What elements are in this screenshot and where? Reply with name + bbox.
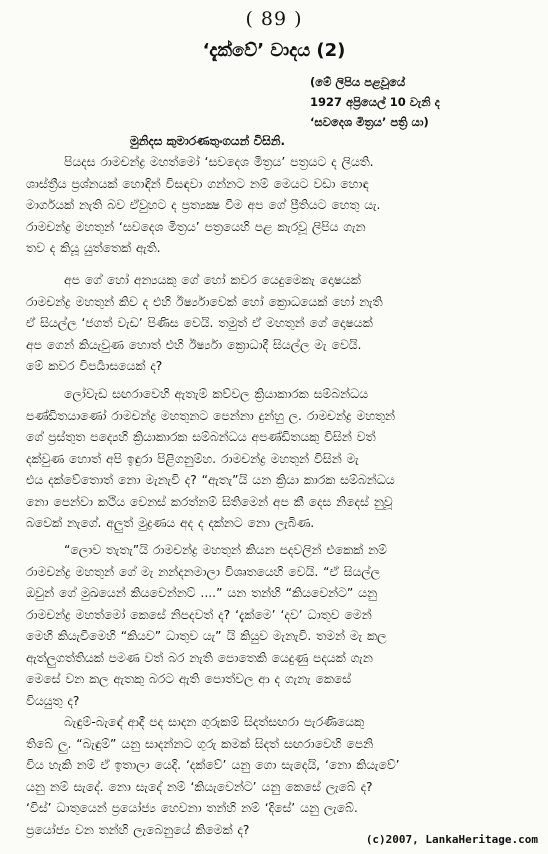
text-line: මේ කවර විපර්‍යාසයෙක් ද? [26, 359, 163, 373]
paragraph-5 [26, 712, 530, 841]
text-line: රාමචන්ද්‍ර මහත්මෝ කෙසේ නිපදවත් ද? ‘දැක්මෙ’ ‘දව’ ධාතුව මෙන් [26, 607, 372, 622]
text-line: බවෙක් නැගේ. අලුත් මුද්‍රණය අද ද දක්නට නො ලැබිණ. [26, 516, 315, 530]
article-title: ‘දැක්වේ’ වාදය (2) [202, 40, 346, 61]
text-line: යනු නම් සැදේ. නො සැදේ නම් ‘කියැවෙන්ට’ යනු කෙසේ ලැබේ ද? [26, 779, 373, 794]
text-line: “ලොව තැතැ”යි රාමචන්ද්‍ර මහතුන් කියන පදවලින් එකෙක් නම් [64, 543, 387, 557]
text-line: ශාස්ත්‍රීය ප්‍රශ්නයක් හොඳින් විසඳවා ගන්නට නම් මෙයට වඩා හොඳ [26, 176, 369, 191]
text-line: පණ්ඩිතයාණෝ රාමචන්ද්‍ර මහතුනට පෙන්නා දුන්හු ල. රාමචන්ද්‍ර මහතුන් [26, 408, 395, 423]
text-line: රාමචන්ද්‍ර මහතුන් ගේ මැ නන්දනමාලා විශ්‍රුතයෙහි වෙයි. “ඒ සියල්ල [26, 564, 381, 579]
paragraph-4 [26, 540, 530, 712]
paragraph-2 [26, 270, 530, 378]
text-line: බැඳුම්-බැඳේ ආදී පද සාදන ගුරුකම් සිදත්සඟරා පැරණියෙකු [64, 715, 365, 729]
text-line: මාර්ගයක් නැති බව ඒවුහට ද ප්‍රත්‍යක්‍ෂ වීම අප ගේ ප්‍රීතියට හෙතු යැ. [26, 198, 381, 212]
text-line: ප්‍රයෝජ්‍ය වන තන්හි ලැබෙනුයේ කිමෙක් ද? [26, 822, 250, 837]
text-line: නො පෙන්වා කථිය වෙනස් කරත්නම් සිතිමෙන් අප කී දෙස නිදෙස් නුවූ [26, 494, 393, 509]
text-line: ගේ ප්‍රස්තුත පද්‍යෙහි ක්‍රියාකාරක සම්බන්ධය අපණ්ඩිතයකු විසින් වත් [26, 430, 376, 444]
text-line: තිබේ ලු. “බැඳුම්” යනු සාදන්නට ගුරු කමක් සිදත් සඟරාවෙහි පෙනි [26, 736, 374, 751]
text-line: රාමචන්ද්‍ර මහතුන් කිව ද එහි ඊර්ෂ්‍යාවෙක් හෝ ක්‍රොධයෙක් හෝ නැති [26, 294, 383, 309]
text-line: රාමචන්ද්‍ර මහතුන් ‘සවදෙශ මිත්‍රය’ පත්‍රයෙහි පළ කැරවූ ලිපිය ගැන [26, 219, 366, 234]
text-line: ලෝවැඩ සඟරාවෙහි ඇතැම් කව්වල ක්‍රියාකාරක සම්බන්ධය [64, 387, 368, 401]
paragraph-1 [26, 152, 530, 260]
text-line: ඇත්ලුගත්තියක් පමණ වත් බර නැති පොතෙකි යෙදුණු පදයක් ගැන [26, 650, 373, 665]
source-note-line: ‘සවදෙශ මිත්‍රය’ පත්‍රි යා) [310, 115, 429, 129]
text-line: ඔවුන් ගේ මුඛයෙන් කියවෙන්නට් ....” යන තන්හි “කියවෙන්ට” යනු [26, 586, 377, 600]
text-line: වියයුතු ද? [26, 693, 80, 708]
text-line: එය දක්වේතොත් නො මැනැවි ද? “ඇතැ”යි යන ක්‍රියා කාරක සම්බන්ධය [26, 473, 395, 487]
text-line: ඒ සියල්ල ‘ජගත් වැඩ’ පිණිස වෙයි. තමුත් ඒ මහතුන් ගේ දොෂයක් [26, 316, 373, 330]
text-line: මෙසේ වන කල ඇතකු බරට ඇති පොත්වල ආ ද ගැනැ කෙසේ [26, 672, 352, 686]
author-byline: මුනිදස කුමාරණතුංගයන් විසිනි. [130, 134, 286, 148]
source-note-line: 1927 අප්‍රියෙල් 10 වැනි ද [310, 95, 440, 109]
source-note-line: (මේ ලිපිය පළවූයේ [310, 75, 406, 89]
text-line: විය හැකි නම් ඒ ඉතාලා යෙදි. ‘දක්වේ’ යනු ගො සැදෙයි, ‘නො කියැවේ’ [26, 758, 400, 772]
text-line: දක්වුණ හොත් අපි ඉඳුරා පිළිගනුම්හ. රාමචන්ද්‍ර මහතුන් විසින් මැ [26, 451, 359, 466]
page-number: ( 89 ) [245, 8, 303, 30]
text-line: මෙහි කියැවීමෙහි “කියව” ධාතුව යැ” යි කියුව මැනැවි. තමන් මැ කල [26, 629, 387, 643]
paragraph-3 [26, 384, 530, 535]
copyright-notice: (c)2007, LankaHeritage.com [365, 833, 538, 846]
text-line: ‘විස්’ ධාතුයෙන් ප්‍රයෝජ්‍ය හෙවනා තන්හි නම් ‘දිසේ’ යනු ලැබේ. [26, 801, 358, 815]
text-line: පියදස රාමචන්ද්‍ර මහත්මෝ ‘සවදෙශ මිත්‍රය’ පත්‍රයට ද ලියති. [64, 155, 374, 169]
text-line: අප ගේ හෝ අන්‍යයකු ගේ හෝ කවර යෙදුමෙකැ දොෂයක් [64, 273, 361, 287]
text-line: අප ගෙන් කියැවුණ හොත් එහි ඊර්ෂ්‍යා ක්‍රොධාදී සියල්ල මැ වෙයි. [26, 337, 362, 352]
source-note [310, 72, 542, 132]
text-line: තව ද කියූ යුත්තෙක් ඇති. [26, 241, 161, 255]
